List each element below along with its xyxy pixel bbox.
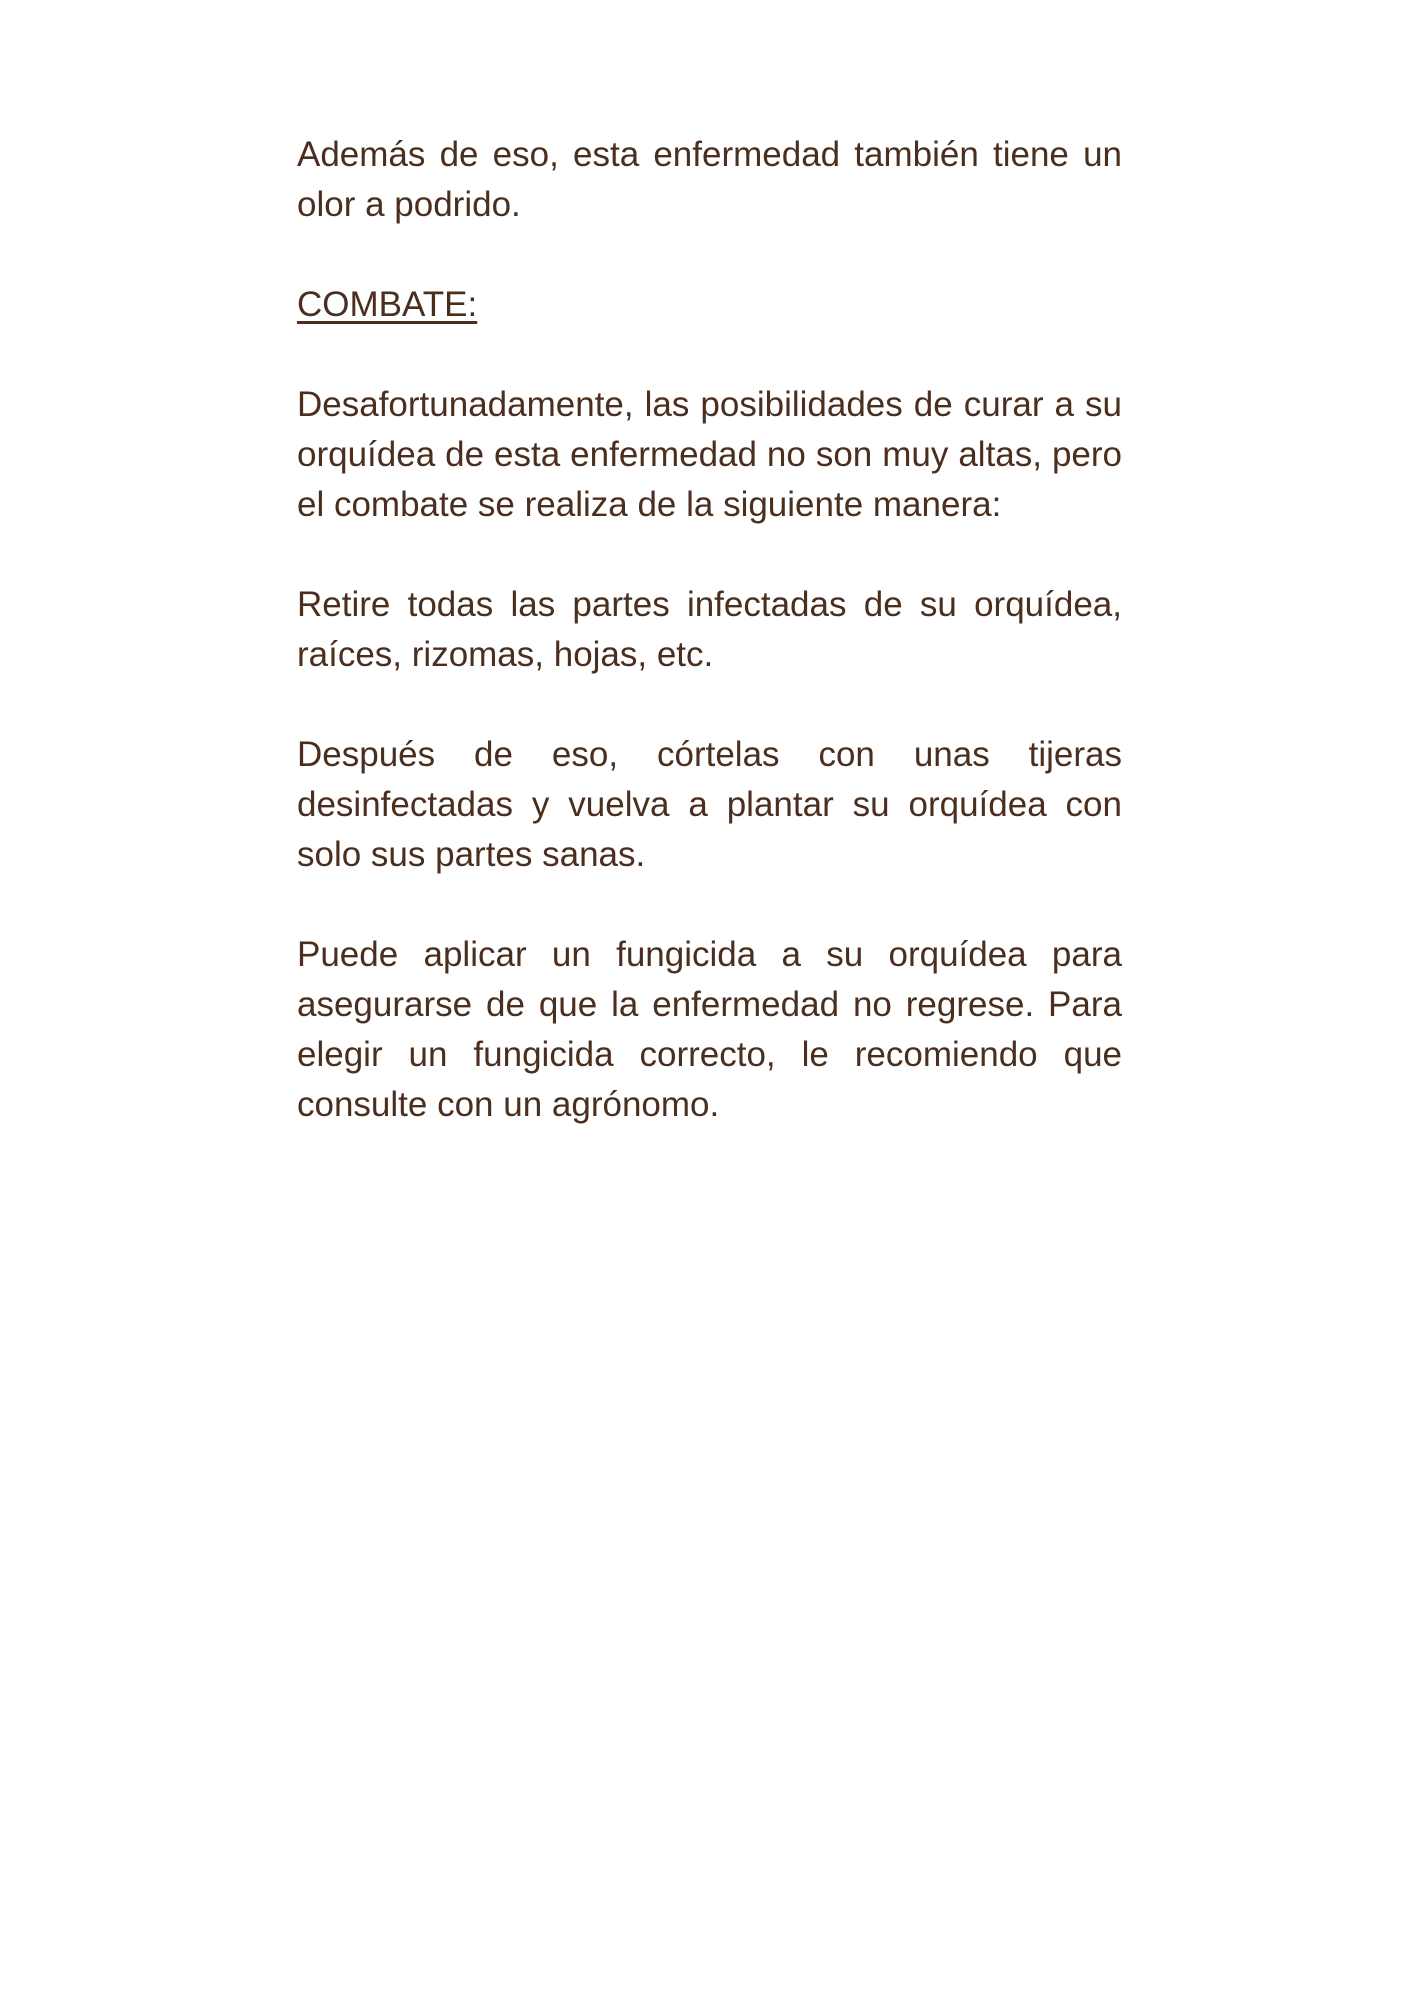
document-body — [297, 130, 1122, 1180]
paragraph-1: Desafortunadamente, las posibilidades de curar a su orquídea de esta enfermedad no son muy altas, pero el combate se realiza de la siguiente manera: — [297, 385, 1122, 524]
section-heading: COMBATE: — [297, 285, 478, 324]
paragraph-3: Después de eso, córtelas con unas tijeras desinfectadas y vuelva a plantar su orquídea con solo sus partes sanas. — [297, 735, 1122, 874]
paragraph-2: Retire todas las partes infectadas de su orquídea, raíces, rizomas, hojas, etc. — [297, 585, 1122, 674]
intro-paragraph: Además de eso, esta enfermedad también tiene un olor a podrido. — [297, 135, 1122, 224]
paragraph-4: Puede aplicar un fungicida a su orquídea para asegurarse de que la enfermedad no regrese. Para elegir un fungicida correcto, le recomiendo que consulte con un agrónomo. — [297, 935, 1122, 1124]
